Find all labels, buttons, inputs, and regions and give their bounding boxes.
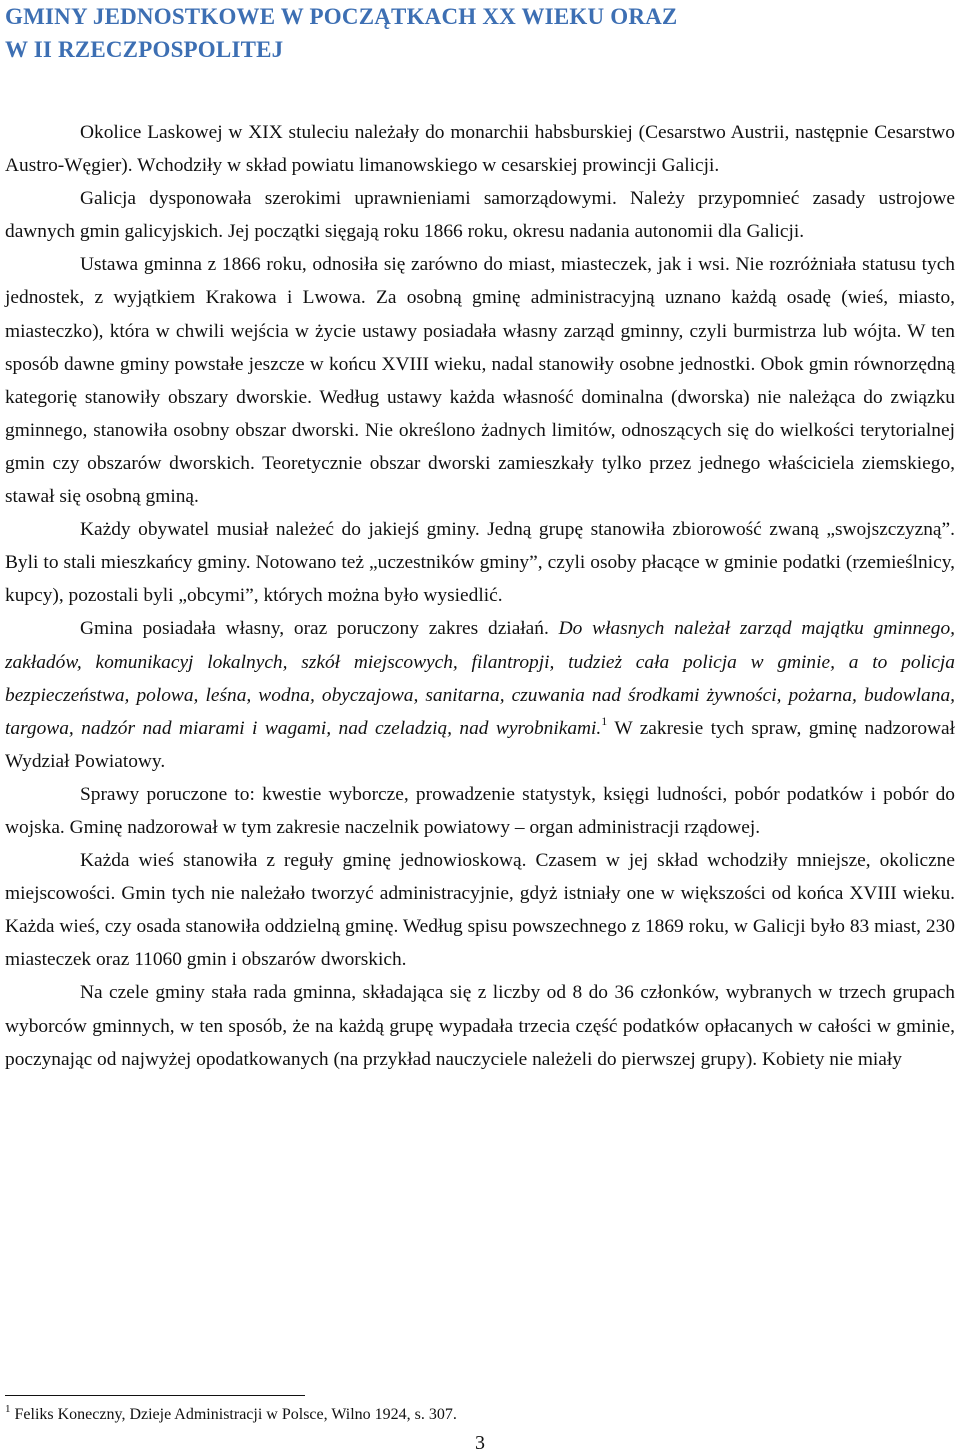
footnote bbox=[5, 1405, 457, 1425]
paragraph-1: Okolice Laskowej w XIX stuleciu należały do monarchii habsburskiej (Cesarstwo Austrii, następnie Cesarstwo Austro-Węgier). Wchodziły w skład powiatu limanowskiego w cesarskiej prowincji Galicji. bbox=[5, 122, 955, 177]
footnote-divider bbox=[5, 1395, 305, 1396]
paragraph-2: Galicja dysponowała szerokimi uprawnieniami samorządowymi. Należy przypomnieć zasady ustrojowe dawnych gmin galicyjskich. Jej początki sięgają roku 1866 roku, okresu nadania autonomii dla Galicji. bbox=[5, 188, 955, 243]
footnote-text: Feliks Koneczny, Dzieje Administracji w Polsce, Wilno 1924, s. 307. bbox=[14, 1406, 457, 1423]
paragraph-7: Każda wieś stanowiła z reguły gminę jednowioskową. Czasem w jej skład wchodziły mniejsze, okoliczne miejscowości. Gmin tych nie należało tworzyć administracyjnie, gdyż istniały one w większości od końca XVIII wieku. Każda wieś, czy osada stanowiła oddzielną gminę. Według spisu powszechnego z 1869 roku, w Galicji było 83 miast, 230 miasteczek oraz 11060 gmin i obszarów dworskich. bbox=[5, 850, 955, 971]
paragraph-4: Każdy obywatel musiał należeć do jakiejś gminy. Jedną grupę stanowiła zbiorowość zwaną „swojszczyzną”. Byli to stali mieszkańcy gminy. Notowano też „uczestników gminy”, czyli osoby płacące w gminie podatki (rzemieślnicy, kupcy), pozostali byli „obcymi”, których można było wysiedlić. bbox=[5, 519, 955, 607]
paragraph-5-after: W zakresie tych spraw, gminę nadzorował Wydział Powiatowy. bbox=[5, 717, 956, 772]
document-body bbox=[5, 116, 955, 1076]
paragraph-3: Ustawa gminna z 1866 roku, odnosiła się zarówno do miast, miasteczek, jak i wsi. Nie rozróżniała statusu tych jednostek, z wyjątkiem Krakowa i Lwowa. Za osobną gminę administracyjną uznano każdą osadę (wieś, miasto, miasteczko), która w chwili wejścia w życie ustawy posiadała własny zarząd gminny, czyli burmistrza lub wójta. W ten sposób dawne gminy powstałe jeszcze w końcu XVIII wieku, nadal stanowiły osobne jednostki. Obok gmin równorzędną kategorię stanowiły obszary dworskie. Według ustawy każda własność dominalna (dworska) nie należąca do związku gminnego, stanowiła osobny obszar dworski. Nie określono żadnych limitów, odnoszących się do wielkości terytorialnej gmin czy obszarów dworskich. Teoretycznie obszar dworski zamieszkały tylko przez jednego właściciela ziemskiego, stawał się osobną gminą. bbox=[5, 254, 955, 508]
document-page bbox=[5, 0, 955, 1076]
title-line-1: GMINY JEDNOSTKOWE W POCZĄTKACH XX WIEKU ORAZ bbox=[5, 4, 678, 29]
paragraph-5-text: Gmina posiadała własny, oraz poruczony zakres działań. bbox=[80, 618, 549, 640]
paragraph-5-italic-quote: Do własnych należał zarząd majątku gminnego, zakładów, komunikacyj lokalnych, szkół miejscowych, filantropji, tudzież cała policja w gminie, a to policja bezpieczeństwa, polowa, leśna, wodna, obyczajowa, sanitarna, czuwania nad środkami żywności, pożarna, budowlana, targowa, nadzór nad miarami i wagami, nad czeladzią, nad wyrobnikami. bbox=[5, 618, 955, 739]
page-title bbox=[5, 0, 955, 66]
footnote-reference: 1 bbox=[601, 713, 608, 728]
paragraph-6: Sprawy poruczone to: kwestie wyborcze, prowadzenie statystyk, księgi ludności, pobór podatków i pobór do wojska. Gminę nadzorował w tym zakresie naczelnik powiatowy – organ administracji rządowej. bbox=[5, 783, 955, 838]
paragraph-8: Na czele gminy stała rada gminna, składająca się z liczby od 8 do 36 członków, wybranych w trzech grupach wyborców gminnych, w ten sposób, że na każdą grupę wypadała trzecia część podatków opłacanych w całości w gminie, poczynając od najwyżej opodatkowanych (na przykład nauczyciele należeli do pierwszej grupy). Kobiety nie miały bbox=[5, 982, 955, 1070]
paragraph-5 bbox=[5, 612, 955, 777]
footnote-number: 1 bbox=[5, 1403, 11, 1415]
title-line-2: W II RZECZPOSPOLITEJ bbox=[5, 37, 284, 62]
page-number: 3 bbox=[475, 1432, 485, 1454]
